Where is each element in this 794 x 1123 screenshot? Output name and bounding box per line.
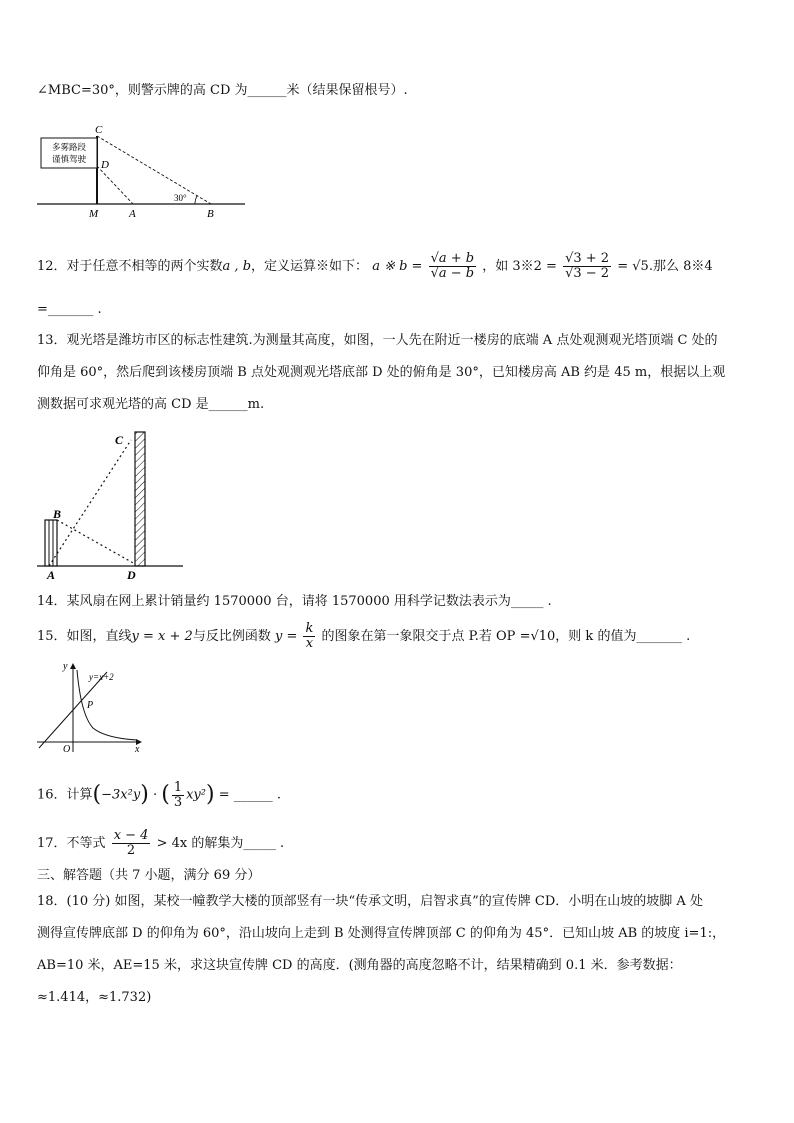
q17-fraction: $\frac{x - 4}{2}$ [113, 828, 149, 858]
label-O: O [63, 744, 71, 755]
label-x: x [135, 744, 140, 755]
label-P: P [87, 700, 94, 711]
q18-line4: ≈1.414，≈1.732) [37, 990, 152, 1005]
q12-text: 12．对于任意不相等的两个实数a , b，定义运算※如下： a ※ b = $\frac{√a + b}{√a - b}$ ，如 3※2 = $\frac{√3 + 2}{√3 - 2}$ = √5.那么 8※4 [37, 251, 713, 281]
q12-answer-line: =_______ . [37, 302, 102, 317]
figure-q15-graph [35, 660, 147, 755]
figure-q13-tower [35, 428, 185, 583]
sign-line1: 多雾路段 [51, 142, 87, 152]
label-D: D [101, 159, 109, 171]
q15-fraction: $\frac{k}{x}$ [305, 621, 314, 651]
q16-fraction: $\frac{1}{3}$ [173, 779, 183, 810]
q13-line3: 测数据可求观光塔的高 CD 是______m. [37, 397, 265, 412]
q18-line1: 18．(10 分) 如图，某校一幢教学大楼的顶部竖有一块“传承文明，启智求真”的宣传牌 CD．小明在山坡的坡脚 A 处 [37, 894, 703, 909]
q15-text: 15．如图，直线y = x + 2与反比例函数 y = $\frac{k}{x}$ 的图象在第一象限交于点 P.若 OP =√10，则 k 的值为_______ . [37, 621, 691, 651]
q12-example-fraction: $\frac{√3 + 2}{√3 - 2}$ [565, 251, 610, 281]
figure-q11-sign [35, 122, 250, 220]
label-A: A [47, 568, 56, 582]
label-A: A [129, 208, 136, 220]
label-line: y=x+2 [89, 672, 114, 682]
q13-line2: 仰角是 60°，然后爬到该楼房顶端 B 点处观测观光塔底部 D 处的俯角是 30°，已知楼房高 AB 约是 45 m，根据以上观 [37, 365, 726, 380]
q14-text: 14．某风扇在网上累计销量约 1570000 台，请将 1570000 用科学记数法表示为_____ . [37, 594, 552, 609]
label-D: D [127, 568, 136, 582]
q18-line2: 测得宣传牌底部 D 的仰角为 60°，沿山坡向上走到 B 处测得宣传牌顶部 C 的仰角为 45°．已知山坡 AB 的坡度 i=1:， [37, 926, 726, 941]
label-B: B [53, 507, 62, 521]
label-B: B [207, 208, 214, 220]
label-C: C [95, 124, 103, 136]
sign-line2: 谨慎驾驶 [51, 154, 87, 164]
q11-text: ∠MBC=30°，则警示牌的高 CD 为______米（结果保留根号）. [37, 83, 408, 98]
q16-text: 16．计算(−3x²y) · ( $\frac{1}{3}$ xy²) = ______ . [37, 779, 282, 810]
q18-line3: AB=10 米，AE=15 米，求这块宣传牌 CD 的高度．(测角器的高度忽略不计，结果精确到 0.1 米．参考数据： [37, 958, 682, 973]
q12-fraction: $\frac{√a + b}{√a - b}$ [430, 251, 475, 281]
q17-text: 17．不等式 $\frac{x - 4}{2}$ > 4x 的解集为_____ . [37, 828, 285, 858]
q13-line1: 13．观光塔是潍坊市区的标志性建筑.为测量其高度，如图，一人先在附近一楼房的底端 A 点处观测观光塔顶端 C 处的 [37, 333, 718, 348]
label-C: C [115, 433, 124, 447]
section-heading: 三、解答题（共 7 小题，满分 69 分） [37, 868, 261, 883]
label-angle: 30° [174, 193, 187, 203]
label-M: M [89, 208, 99, 220]
label-y: y [63, 661, 68, 672]
